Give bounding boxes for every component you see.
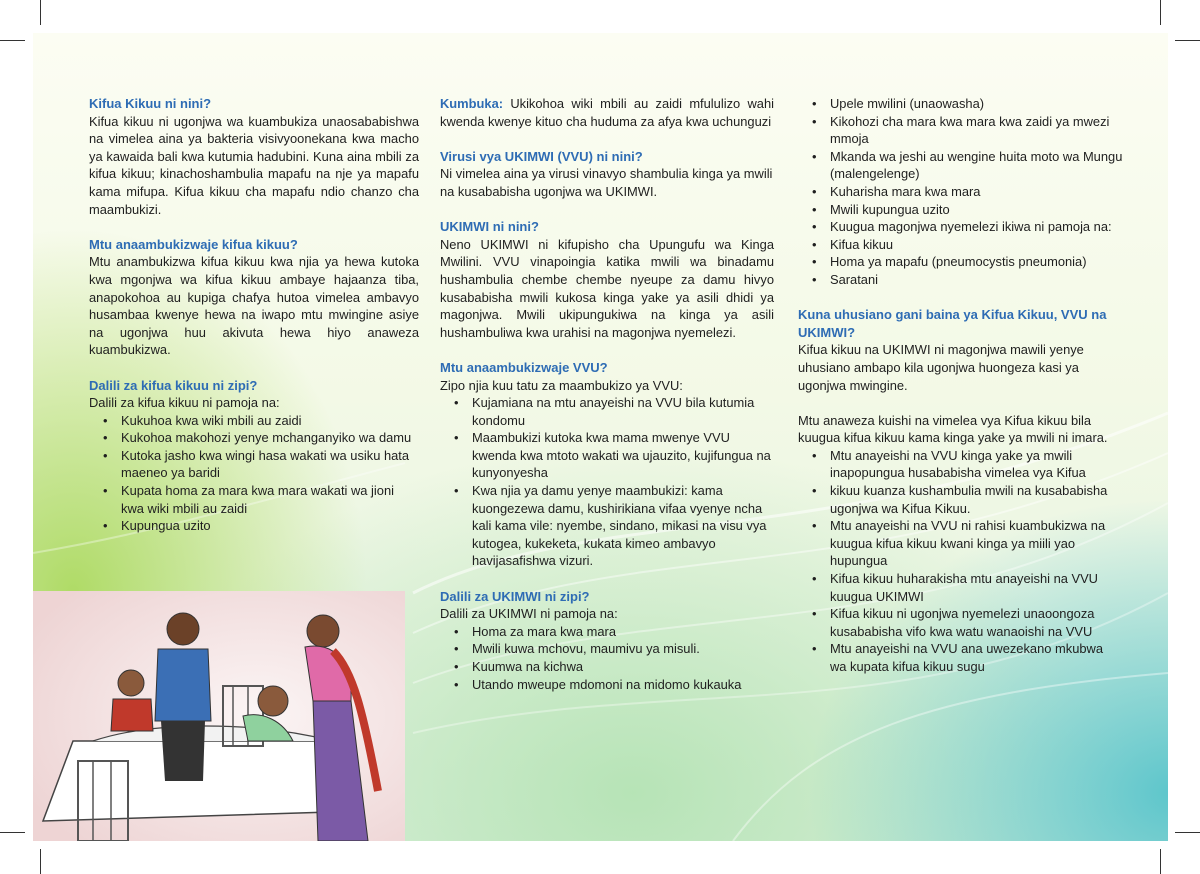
crop-mark (1175, 40, 1200, 41)
crop-mark (40, 0, 41, 25)
list-item: • Mtu anayeishi na VVU kinga yake ya mwili inapopungua husababisha vimelea vya Kifua (798, 447, 1123, 482)
list-item: • Homa ya mapafu (pneumocystis pneumonia) (798, 253, 1123, 271)
list-item: • Kikohozi cha mara kwa mara kwa zaidi ya mwezi mmoja (798, 113, 1123, 148)
list-item: • Kuharisha mara kwa mara (798, 183, 1123, 201)
list-item: • kikuu kuanza kushambulia mwili na kusababisha ugonjwa wa Kifua Kikuu. (798, 482, 1123, 517)
list-intro: Dalili za kifua kikuu ni pamoja na: (89, 395, 280, 411)
list-item: • Kwa njia ya damu yenye maambukizi: kama kuongezewa damu, kushirikiana vifaa vyenye ncha kali kama vile: nyembe, sindano, mikasi na visu vya kutogea, kukeketa, kukata kimeo ambavyo havijasafishwa vizuri. (440, 482, 774, 570)
section-title: Mtu anaambukizwaje kifua kikuu? (89, 236, 298, 252)
section-body: Mtu anambukizwa kifua kikuu kwa njia ya hewa kutoka kwa mgonjwa wa kifua kikuu ambaye hajaanza tiba, anapokohoa au kupiga chafya hutoa vimelea ambavyo husambaa kwenye hewa na iwapo mtu mwingine asiye na ugonjwa huu akivuta hewa hiyo anaweza kuambukizwa. (89, 254, 419, 358)
crop-mark (40, 849, 41, 874)
list-item: • Mtu anayeishi na VVU ni rahisi kuambukizwa na kuugua kifua kikuu kwani kinga ya miili yao hupungua (798, 517, 1123, 570)
list-item: • Kifua kikuu (798, 236, 1123, 254)
list-item: • Kifua kikuu ni ugonjwa nyemelezi unaoongoza kusababisha vifo kwa watu wanaoishi na VVU (798, 605, 1123, 640)
list-item: • Mkanda wa jeshi au wengine huita moto wa Mungu (malengelenge) (798, 148, 1123, 183)
section-body: Kifua kikuu ni ugonjwa wa kuambukiza unaosababishwa na vimelea aina ya bakteria visivyoonekana kwa macho ya kawaida bali kwa kutumia hadubini. Kuna aina mbili za kifua kikuu; kinachoshambulia mapafu na nje ya mapafu kama mifupa. Kifua kikuu cha mapafu ndio chanzo cha maambukizi. (89, 113, 419, 217)
note-text: Ukikohoa wiki mbili au zaidi mfululizo wahi kwenda kwenye kituo cha huduma za afya kwa uchunguzi (440, 96, 774, 129)
brochure-page (33, 33, 1168, 841)
symptom-list (440, 623, 774, 693)
crop-mark (1175, 832, 1200, 833)
list-item: • Maambukizi kutoka kwa mama mwenye VVU kwenda kwa mtoto wakati wa ujauzito, kujifungua na kunyonyesha (440, 429, 774, 482)
crop-mark (1160, 0, 1161, 25)
section-title: Dalili za kifua kikuu ni zipi? (89, 377, 258, 393)
list-item: • Mwili kuwa mchovu, maumivu ya misuli. (440, 640, 774, 658)
symptom-list (89, 412, 419, 535)
section-title: Dalili za UKIMWI ni zipi? (440, 588, 590, 604)
section-body: Neno UKIMWI ni kifupisho cha Upungufu wa Kinga Mwilini. VVU vinapoingia katika mwili wa binadamu hushambulia chembe chembe nyeupe za damu hivyo kusababisha mwili kukosa kinga yake ya asili dhidi ya magonjwa. Mwili ukipungukiwa na kinga ya asili hushambuliwa kwa urahisi na magonjwa nyemelezi. (440, 236, 774, 340)
list-intro: Dalili za UKIMWI ni pamoja na: (440, 606, 618, 622)
crop-mark (0, 40, 25, 41)
transmission-list (440, 394, 774, 570)
list-item: • Kuugua magonjwa nyemelezi ikiwa ni pamoja na: (798, 218, 1123, 236)
section-title: Kuna uhusiano gani baina ya Kifua Kikuu, VVU na UKIMWI? (798, 307, 1107, 340)
note-label: Kumbuka: (440, 96, 504, 111)
crop-mark (0, 832, 25, 833)
section-title: Kifua Kikuu ni nini? (89, 96, 212, 111)
list-item: • Kutoka jasho kwa wingi hasa wakati wa usiku hata maeneo ya baridi (89, 447, 419, 482)
note-paragraph (440, 95, 774, 130)
list-item: • Kupungua uzito (89, 517, 419, 535)
section-title: Mtu anaambukizwaje VVU? (440, 359, 608, 375)
hospital-illustration (33, 591, 405, 841)
section-body: Ni vimelea aina ya virusi vinavyo shambulia kinga ya mwili na kusababisha ugonjwa wa UKIMWI. (440, 166, 773, 199)
relationship-list (798, 447, 1123, 676)
list-item: • Saratani (798, 271, 1123, 289)
list-item: • Kukohoa makohozi yenye mchanganyiko wa damu (89, 429, 419, 447)
list-item: • Kuumwa na kichwa (440, 658, 774, 676)
list-item: • Homa za mara kwa mara (440, 623, 774, 641)
list-item: • Upele mwilini (unaowasha) (798, 95, 1123, 113)
list-item: • Mtu anayeishi na VVU ana uwezekano mkubwa wa kupata kifua kikuu sugu (798, 640, 1123, 675)
list-item: • Mwili kupungua uzito (798, 201, 1123, 219)
section-body: Mtu anaweza kuishi na vimelea vya Kifua kikuu bila kuugua kifua kikuu kama kinga yake ya mwili ni imara. (798, 412, 1108, 446)
list-intro: Zipo njia kuu tatu za maambukizo ya VVU: (440, 377, 683, 393)
column-1 (89, 95, 419, 535)
column-3 (798, 95, 1123, 676)
list-item: • Kupata homa za mara kwa mara wakati wa jioni kwa wiki mbili au zaidi (89, 482, 419, 517)
section-title: UKIMWI ni nini? (440, 219, 539, 235)
symptom-list-continued (798, 95, 1123, 289)
list-item: • Utando mweupe mdomoni na midomo kukauka (440, 676, 774, 694)
list-item: • Kukuhoa kwa wiki mbili au zaidi (89, 412, 419, 430)
list-item: • Kujamiana na mtu anayeishi na VVU bila kutumia kondomu (440, 394, 774, 429)
section-title: Virusi vya UKIMWI (VVU) ni nini? (440, 148, 643, 164)
crop-mark (1160, 849, 1161, 874)
column-2 (440, 95, 774, 693)
list-item: • Kifua kikuu huharakisha mtu anayeishi na VVU kuugua UKIMWI (798, 570, 1123, 605)
section-body: Kifua kikuu na UKIMWI ni magonjwa mawili yenye uhusiano ambapo kila ugonjwa huongeza kasi ya ugonjwa mwingine. (798, 342, 1084, 393)
